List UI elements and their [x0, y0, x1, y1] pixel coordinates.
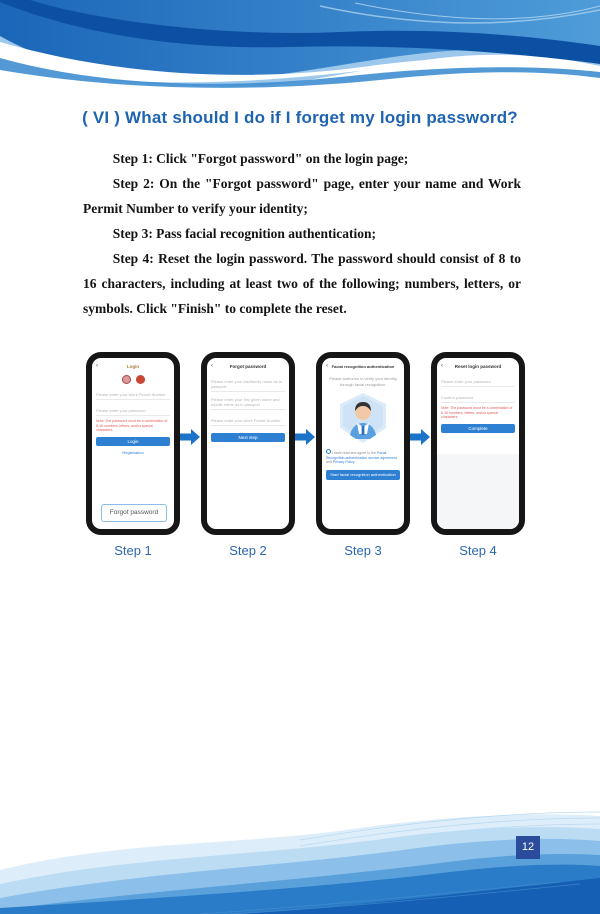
shield-avatar-illustration — [326, 393, 400, 443]
facial-screen-title: Facial recognition authentication — [331, 364, 395, 369]
facial-recognition-screen — [322, 358, 404, 529]
back-icon: ‹ — [211, 363, 213, 369]
password-input: Please enter your password — [96, 408, 170, 416]
next-step-button: Next step — [211, 433, 285, 442]
seal-logo-icon — [122, 375, 131, 384]
header-wave-decoration — [0, 0, 600, 92]
instructions — [83, 146, 521, 321]
work-permit-input: Please enter your Work Permit Number — [211, 418, 285, 426]
phone-mockup-step3 — [316, 352, 410, 535]
page-number-badge: 12 — [516, 836, 540, 859]
step2-label: Step 2 — [229, 543, 267, 558]
phone-mockup-step4 — [431, 352, 525, 535]
work-permit-input: Please enter your Work Permit Number — [96, 392, 170, 400]
facial-description: Please authorize to verify your identity through facial recognition. — [329, 376, 397, 387]
app-logos — [96, 375, 170, 384]
screen-background-area — [437, 454, 519, 529]
privacy-policy-link: Privacy Policy — [332, 460, 355, 464]
phone-mockup-step2 — [201, 352, 295, 535]
login-screen-header — [96, 362, 170, 371]
step1-label: Step 1 — [114, 543, 152, 558]
arrow-right-icon — [180, 429, 200, 445]
face-shield-icon — [340, 393, 386, 443]
instruction-paragraph-1: Step 1: Click "Forgot password" on the login page; — [112, 151, 409, 166]
agreement-mid: and — [326, 460, 333, 464]
checkbox-icon — [326, 449, 331, 454]
last-name-input: Please enter your last/family name as in passport — [211, 379, 285, 392]
arrow-right-icon — [295, 429, 315, 445]
back-icon: ‹ — [326, 363, 328, 369]
footer-wave-decoration — [0, 810, 600, 914]
first-name-input: Please enter your first given name and middle name as in passport — [211, 397, 285, 410]
forgot-screen-title: Forgot password — [229, 364, 267, 369]
facial-screen-header — [326, 362, 400, 371]
agreement-prefix: I have read and agree to the — [332, 451, 377, 455]
instruction-paragraph-3: Step 3: Pass facial recognition authentication; — [112, 226, 377, 241]
registration-link: Registration — [122, 449, 144, 455]
login-button: Login — [96, 437, 170, 446]
forgot-screen-header — [211, 362, 285, 371]
forgot-password-screen — [207, 358, 289, 529]
reset-screen-header — [441, 362, 515, 371]
password-rule-note: Note: The password must be a combination of 8-16 numbers, letters, and/or special characters. — [441, 406, 513, 419]
instruction-paragraph-4: Step 4: Reset the login password. The password should consist of 8 to 16 characters, including at least two of the following; numbers, letters, or symbols. Click "Finish" to complete the reset. — [83, 251, 521, 316]
back-icon: ‹ — [96, 363, 98, 369]
phone-mockup-step1 — [86, 352, 180, 535]
login-screen-title: Login — [126, 364, 140, 369]
start-facial-recognition-button: Start facial recognition authentication — [326, 470, 400, 480]
red-logo-icon — [136, 375, 145, 384]
arrow-right-icon — [410, 429, 430, 445]
new-password-input: Please enter your password — [441, 379, 515, 387]
step3-label: Step 3 — [344, 543, 382, 558]
reset-screen-title: Reset login password — [454, 364, 502, 369]
instruction-paragraph-2: Step 2: On the "Forgot password" page, enter your name and Work Permit Number to verify your identity; — [83, 176, 521, 216]
step4-label: Step 4 — [459, 543, 497, 558]
service-agreement-link: Facial Recognition authentication service agreement — [326, 451, 398, 460]
agreement-text — [326, 449, 400, 465]
password-rule-note: Note: The password must be a combination of 8-16 numbers, letters, and/or special characters. — [96, 419, 168, 432]
login-screen — [92, 358, 174, 529]
reset-password-screen — [437, 358, 519, 529]
confirm-password-input: Confirm password — [441, 395, 515, 403]
forgot-password-callout: Forgot password — [101, 504, 167, 522]
page-title: ( VI ) What should I do if I forget my login password? — [82, 108, 518, 127]
complete-button: Complete — [441, 424, 515, 433]
back-icon: ‹ — [441, 363, 443, 369]
